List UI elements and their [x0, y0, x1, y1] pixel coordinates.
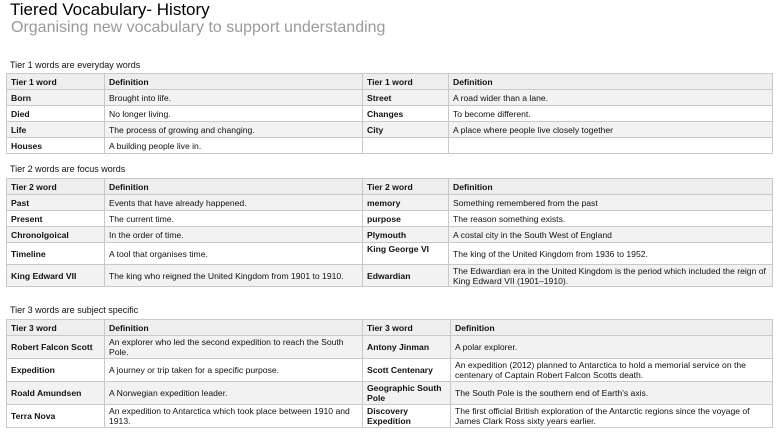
tier1-col-def-right: Definition: [449, 74, 773, 90]
tier2-definition: A costal city in the South West of England: [449, 227, 773, 243]
tier2-word: Edwardian: [363, 265, 449, 287]
tier2-col-word-right: Tier 2 word: [363, 179, 449, 195]
tier1-col-word-right: Tier 1 word: [363, 74, 449, 90]
tier1-word: Died: [7, 106, 105, 122]
tier2-word: Chronolgoical: [7, 227, 105, 243]
tier3-definition: A Norwegian expedition leader.: [105, 382, 363, 405]
table-row: [7, 106, 773, 122]
tier1-word: Born: [7, 90, 105, 106]
tier3-col-def-left: Definition: [105, 320, 363, 336]
tier3-word: Roald Amundsen: [7, 382, 105, 405]
tier3-table: [6, 319, 773, 428]
tier1-definition: To become different.: [449, 106, 773, 122]
tier3-word: Expedition: [7, 359, 105, 382]
table-row: [7, 195, 773, 211]
tier3-word: Terra Nova: [7, 405, 105, 428]
tier1-word: Changes: [363, 106, 449, 122]
table-row: [7, 138, 773, 154]
tier1-word: Houses: [7, 138, 105, 154]
tier3-word: Scott Centenary: [363, 359, 451, 382]
tier1-word: City: [363, 122, 449, 138]
tier3-word: Robert Falcon Scott: [7, 336, 105, 359]
table-row: [7, 211, 773, 227]
tier3-definition: An expedition to Antarctica which took place between 1910 and 1913.: [105, 405, 363, 428]
tier2-word: Past: [7, 195, 105, 211]
tier3-definition: An explorer who led the second expedition to reach the South Pole.: [105, 336, 363, 359]
tier2-word: Present: [7, 211, 105, 227]
tier2-table: [6, 178, 773, 287]
tier2-word: Timeline: [7, 243, 105, 265]
tier1-definition: [449, 138, 773, 154]
tier1-definition: A building people live in.: [105, 138, 363, 154]
tier3-word: Discovery Expedition: [363, 405, 451, 428]
tier1-header-row: [7, 74, 773, 90]
table-row: [7, 122, 773, 138]
tier2-col-def-left: Definition: [105, 179, 363, 195]
table-row: [7, 227, 773, 243]
tier2-definition: The king who reigned the United Kingdom from 1901 to 1910.: [105, 265, 363, 287]
table-row: [7, 336, 773, 359]
tier3-definition: A polar explorer.: [451, 336, 773, 359]
tier3-word: Geographic South Pole: [363, 382, 451, 405]
tier3-col-word-left: Tier 3 word: [7, 320, 105, 336]
tier1-definition: No longer living.: [105, 106, 363, 122]
tier1-col-word-left: Tier 1 word: [7, 74, 105, 90]
tier1-word: Street: [363, 90, 449, 106]
tier2-definition: In the order of time.: [105, 227, 363, 243]
tier2-definition: The reason something exists.: [449, 211, 773, 227]
page-subtitle: Organising new vocabulary to support understanding: [11, 19, 386, 36]
tier3-word: Antony Jinman: [363, 336, 451, 359]
tier3-header-row: [7, 320, 773, 336]
table-row: [7, 359, 773, 382]
tier2-definition: The king of the United Kingdom from 1936 to 1952.: [449, 243, 773, 265]
tier1-word: [363, 138, 449, 154]
tier2-word: memory: [363, 195, 449, 211]
tier2-col-word-left: Tier 2 word: [7, 179, 105, 195]
tier2-definition: Something remembered from the past: [449, 195, 773, 211]
tier1-definition: The process of growing and changing.: [105, 122, 363, 138]
tier3-definition: An expedition (2012) planned to Antarctica to hold a memorial service on the centenary of Captain Robert Falcon Scotts death.: [451, 359, 773, 382]
table-row: [7, 243, 773, 265]
tier2-definition: Events that have already happened.: [105, 195, 363, 211]
table-row: [7, 382, 773, 405]
tier2-header-row: [7, 179, 773, 195]
tier1-word: Life: [7, 122, 105, 138]
tier2-definition: The current time.: [105, 211, 363, 227]
tier1-definition: Brought into life.: [105, 90, 363, 106]
table-row: [7, 90, 773, 106]
tier2-caption: Tier 2 words are focus words: [10, 164, 126, 174]
tier1-definition: A road wider than a lane.: [449, 90, 773, 106]
tier3-definition: The South Pole is the southern end of Earth's axis.: [451, 382, 773, 405]
table-row: [7, 265, 773, 287]
tier3-definition: A journey or trip taken for a specific purpose.: [105, 359, 363, 382]
tier1-col-def-left: Definition: [105, 74, 363, 90]
tier2-definition: A tool that organises time.: [105, 243, 363, 265]
tier2-word: purpose: [363, 211, 449, 227]
page-title: Tiered Vocabulary- History: [10, 0, 210, 19]
tier1-table: [6, 73, 773, 154]
tier3-caption: Tier 3 words are subject specific: [10, 305, 139, 315]
tier2-word: King George VI: [363, 243, 449, 265]
tier2-definition: The Edwardian era in the United Kingdom is the period which included the reign of King Edward VII (1901–1910).: [449, 265, 773, 287]
tier1-definition: A place where people live closely together: [449, 122, 773, 138]
table-row: [7, 405, 773, 428]
tier2-word: Plymouth: [363, 227, 449, 243]
tier3-col-def-right: Definition: [451, 320, 773, 336]
tier3-col-word-right: Tier 3 word: [363, 320, 451, 336]
tier2-word: King Edward VII: [7, 265, 105, 287]
tier3-definition: The first official British exploration of the Antarctic regions since the voyage of James Clark Ross sixty years earlier.: [451, 405, 773, 428]
tier1-caption: Tier 1 words are everyday words: [10, 60, 141, 70]
tier2-col-def-right: Definition: [449, 179, 773, 195]
